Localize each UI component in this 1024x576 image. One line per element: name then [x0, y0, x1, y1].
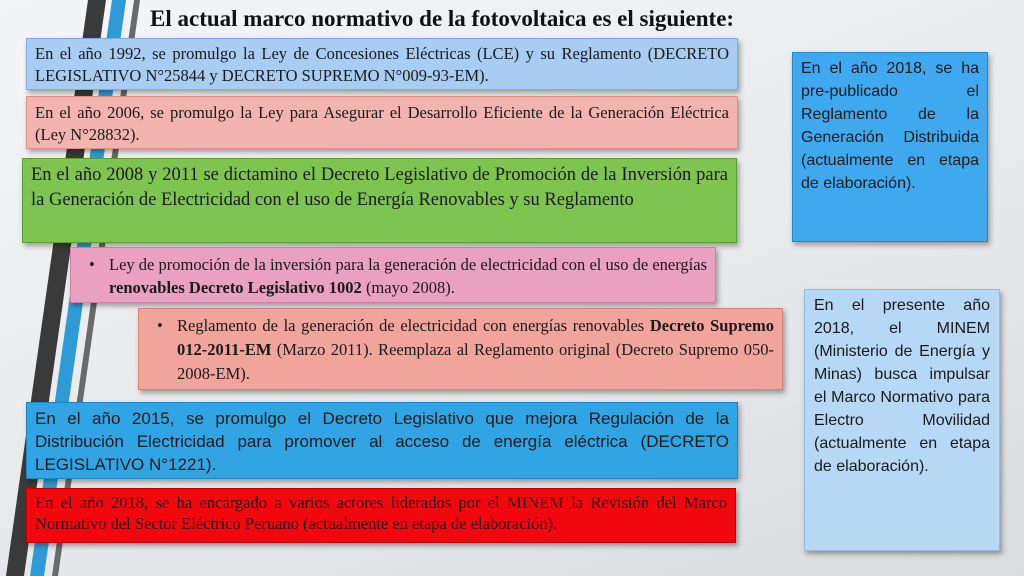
bullet-item: [149, 314, 774, 386]
text-part: (Marzo 2011). Reemplaza al Reglamento original (Decreto Supremo 050-2008-EM).: [177, 340, 774, 383]
text-part: (mayo 2008).: [361, 278, 455, 297]
box-2008-2011-renovables: En el año 2008 y 2011 se dictamino el Decreto Legislativo de Promoción de la Inversión para la Generación de Electricidad con el uso de Energía Renovables y su Reglamento: [22, 158, 737, 243]
bullet-item: [81, 253, 707, 299]
bullet-marker: •: [157, 316, 163, 335]
box-2015-dl-1221: En el año 2015, se promulgo el Decreto Legislativo que mejora Regulación de la Distribución Electricidad para promover al acceso de energía eléctrica (DECRETO LEGISLATIVO N°1221).: [26, 402, 738, 479]
bullet-text: [109, 253, 707, 299]
box-bullet-dl-1002: [70, 247, 716, 303]
box-2018-revision-marco: En el año 2018, se ha encargado a varios actores liderados por el MINEM la Revisión del Marco Normativo del Sector Eléctrico Peruano (actualmente en etapa de elaboración).: [26, 488, 736, 543]
bullet-text: [177, 314, 774, 386]
box-2018-electro-movilidad: En el presente año 2018, el MINEM (Ministerio de Energía y Minas) busca impulsar el Marco Normativo para Electro Movilidad (actualmente en etapa de elaboración).: [804, 289, 1000, 551]
page-title: El actual marco normativo de la fotovoltaica es el siguiente:: [150, 6, 735, 31]
text-part: Ley de promoción de la inversión para la generación de electricidad con el uso de energías: [109, 255, 707, 274]
bullet-marker: •: [89, 255, 95, 274]
bold-text: renovables Decreto Legislativo 1002: [109, 278, 362, 297]
box-1992-lce: En el año 1992, se promulgo la Ley de Concesiones Eléctricas (LCE) y su Reglamento (DECRETO LEGISLATIVO N°25844 y DECRETO SUPREMO N°009-93-EM).: [26, 38, 738, 90]
box-2018-generacion-distribuida: En el año 2018, se ha pre-publicado el Reglamento de la Generación Distribuida (actualmente en etapa de elaboración).: [792, 52, 988, 242]
box-2006-ley-28832: En el año 2006, se promulgo la Ley para Asegurar el Desarrollo Eficiente de la Generación Eléctrica (Ley N°28832).: [26, 96, 738, 149]
box-bullet-ds-012-2011: [138, 308, 783, 390]
bold-text: Decreto Supremo 012-2011-EM: [177, 316, 774, 359]
text-part: Reglamento de la generación de electricidad con energías renovables: [177, 316, 650, 335]
